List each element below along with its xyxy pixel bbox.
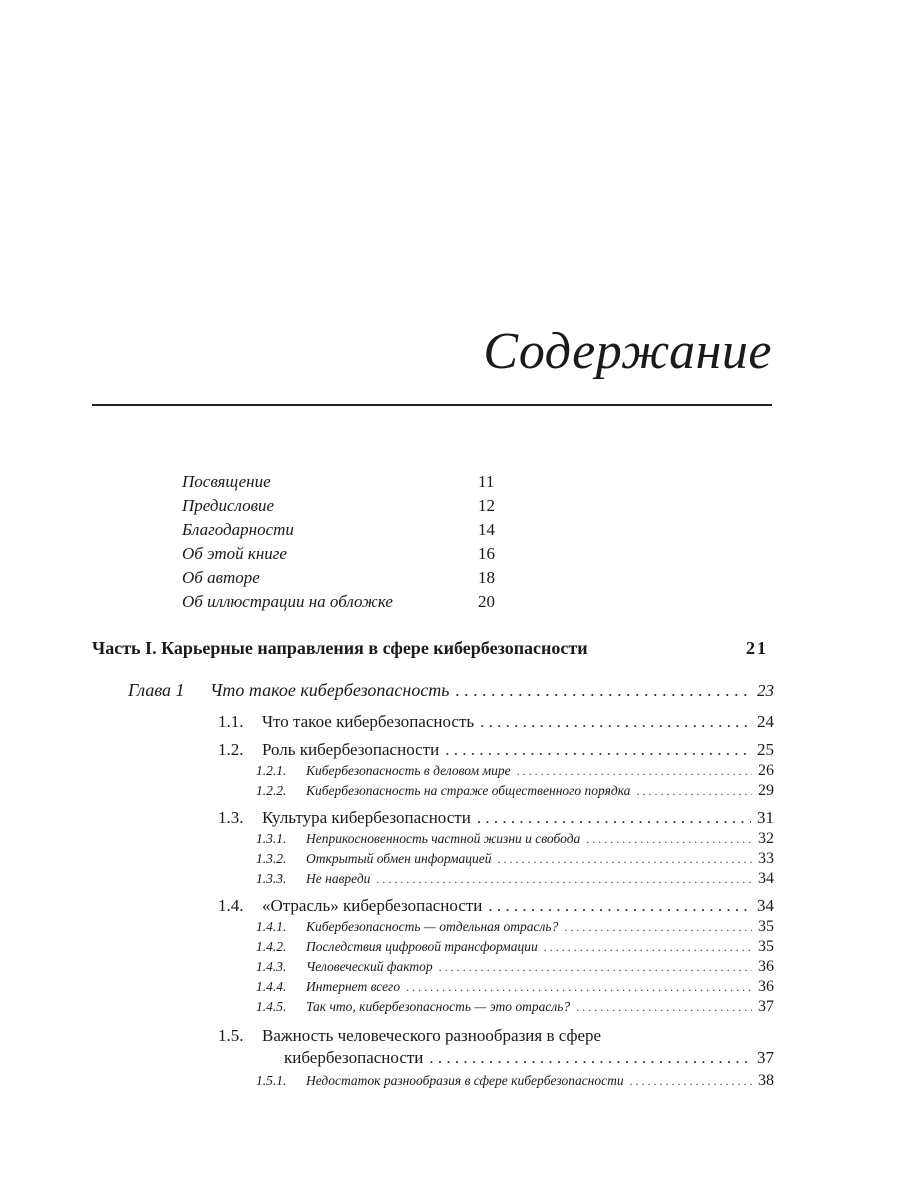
leader-dots	[564, 920, 752, 935]
section-title: «Отрасль» кибербезопасности	[262, 896, 483, 915]
subsection-title: Недостаток разнообразия в сфере кибербезопасности	[306, 1073, 624, 1088]
chapter-title: Что такое кибербезопасность	[210, 680, 450, 700]
subsection-number: 1.4.5.	[256, 999, 287, 1014]
toc-entry-title: Посвящение	[182, 472, 271, 491]
section-page: 37	[757, 1048, 774, 1067]
section-title-continuation: кибербезопасности	[284, 1048, 424, 1067]
subsection-entry[interactable]	[256, 918, 774, 936]
subsection-title: Кибербезопасность на страже общественного порядка	[306, 783, 631, 798]
part-heading[interactable]	[92, 634, 768, 662]
subsection-number: 1.5.1.	[256, 1073, 287, 1088]
toc-entry-page: 20	[478, 592, 495, 611]
subsection-entry[interactable]	[256, 830, 774, 848]
chapter-entry[interactable]	[128, 680, 774, 701]
toc-entry-title: Об иллюстрации на обложке	[182, 592, 393, 611]
leader-dots	[544, 940, 752, 955]
section-number: 1.4.	[218, 896, 244, 915]
section-title: Важность человеческого разнообразия в сфере	[262, 1026, 602, 1045]
section-entry[interactable]	[218, 740, 774, 760]
section-page: 31	[757, 808, 774, 827]
subsection-entry[interactable]	[256, 850, 774, 868]
subsection-entry[interactable]	[256, 958, 774, 976]
leader-dots	[630, 1074, 752, 1089]
subsection-title: Последствия цифровой трансформации	[306, 939, 538, 954]
subsection-number: 1.2.1.	[256, 763, 287, 778]
section-entry[interactable]	[218, 896, 774, 916]
toc-entry-page: 14	[478, 520, 495, 539]
subsection-page: 36	[758, 958, 774, 975]
chapter-page: 23	[757, 681, 774, 700]
toc-entry[interactable]	[182, 590, 502, 614]
subsection-page: 35	[758, 918, 774, 935]
leader-dots	[576, 1000, 752, 1015]
subsection-title: Неприкосновенность частной жизни и свобода	[306, 831, 581, 846]
leader-dots	[517, 764, 752, 779]
subsection-entry[interactable]	[256, 1072, 774, 1090]
section-number: 1.2.	[218, 740, 244, 759]
leader-dots	[480, 712, 751, 732]
subsection-entry[interactable]	[256, 870, 774, 888]
section-page: 34	[757, 896, 774, 915]
subsection-title: Кибербезопасность — отдельная отрасль?	[306, 919, 559, 934]
section-number: 1.3.	[218, 808, 244, 827]
leader-dots	[456, 680, 752, 701]
subsection-number: 1.4.4.	[256, 979, 287, 994]
section-title: Роль кибербезопасности	[262, 740, 440, 759]
part-title: Часть I. Карьерные направления в сфере кибербезопасности	[92, 638, 588, 658]
subsection-number: 1.4.3.	[256, 959, 287, 974]
subsection-title: Интернет всего	[306, 979, 401, 994]
page-title: Содержание	[483, 323, 772, 380]
subsection-page: 32	[758, 830, 774, 847]
leader-dots	[406, 980, 752, 995]
subsection-number: 1.2.2.	[256, 783, 287, 798]
section-entry[interactable]	[218, 712, 774, 732]
toc-entry[interactable]	[182, 470, 502, 494]
section-page: 24	[757, 712, 774, 731]
toc-entry[interactable]	[182, 494, 502, 518]
chapter-label: Глава 1	[128, 680, 185, 700]
toc-entry[interactable]	[182, 566, 502, 590]
toc-entry-title: Об этой книге	[182, 544, 287, 563]
toc-entry-title: Об авторе	[182, 568, 260, 587]
subsection-number: 1.3.2.	[256, 851, 287, 866]
title-rule	[92, 404, 772, 406]
toc-entry-title: Предисловие	[182, 496, 275, 515]
subsection-title: Человеческий фактор	[306, 959, 433, 974]
leader-dots	[376, 872, 752, 887]
section-entry-continuation[interactable]	[284, 1048, 774, 1068]
toc-entry-page: 11	[478, 472, 495, 491]
section-number: 1.5.	[218, 1026, 244, 1045]
subsection-number: 1.4.2.	[256, 939, 287, 954]
subsection-page: 26	[758, 762, 774, 779]
section-title: Что такое кибербезопасность	[262, 712, 475, 731]
section-number: 1.1.	[218, 712, 244, 731]
subsection-title: Открытый обмен информацией	[306, 851, 492, 866]
subsection-entry[interactable]	[256, 978, 774, 996]
subsection-number: 1.3.3.	[256, 871, 287, 886]
subsection-number: 1.3.1.	[256, 831, 287, 846]
subsection-page: 34	[758, 870, 774, 887]
subsection-entry[interactable]	[256, 762, 774, 780]
subsection-number: 1.4.1.	[256, 919, 287, 934]
subsection-page: 36	[758, 978, 774, 995]
leader-dots	[488, 896, 751, 916]
subsection-page: 29	[758, 782, 774, 799]
subsection-entry[interactable]	[256, 998, 774, 1016]
leader-dots	[429, 1048, 751, 1068]
toc-entry[interactable]	[182, 542, 502, 566]
subsection-page: 38	[758, 1072, 774, 1089]
subsection-title: Кибербезопасность в деловом мире	[306, 763, 511, 778]
subsection-title: Так что, кибербезопасность — это отрасль?	[306, 999, 571, 1014]
toc-entry-page: 16	[478, 544, 495, 563]
leader-dots	[445, 740, 751, 760]
subsection-page: 35	[758, 938, 774, 955]
toc-entry-page: 12	[478, 496, 495, 515]
subsection-title: Не навреди	[306, 871, 371, 886]
subsection-page: 37	[758, 998, 774, 1015]
leader-dots	[477, 808, 751, 828]
toc-entry[interactable]	[182, 518, 502, 542]
section-page: 25	[757, 740, 774, 759]
leader-dots	[636, 784, 752, 799]
part-page: 21	[746, 638, 768, 658]
subsection-entry[interactable]	[256, 938, 774, 956]
front-matter-list	[182, 470, 502, 614]
leader-dots	[439, 960, 752, 975]
leader-dots	[586, 832, 752, 847]
leader-dots	[498, 852, 752, 867]
section-entry[interactable]	[218, 808, 774, 828]
section-entry[interactable]	[218, 1026, 774, 1046]
section-title: Культура кибербезопасности	[262, 808, 471, 827]
subsection-page: 33	[758, 850, 774, 867]
toc-entry-title: Благодарности	[182, 520, 294, 539]
toc-entry-page: 18	[478, 568, 495, 587]
subsection-entry[interactable]	[256, 782, 774, 800]
